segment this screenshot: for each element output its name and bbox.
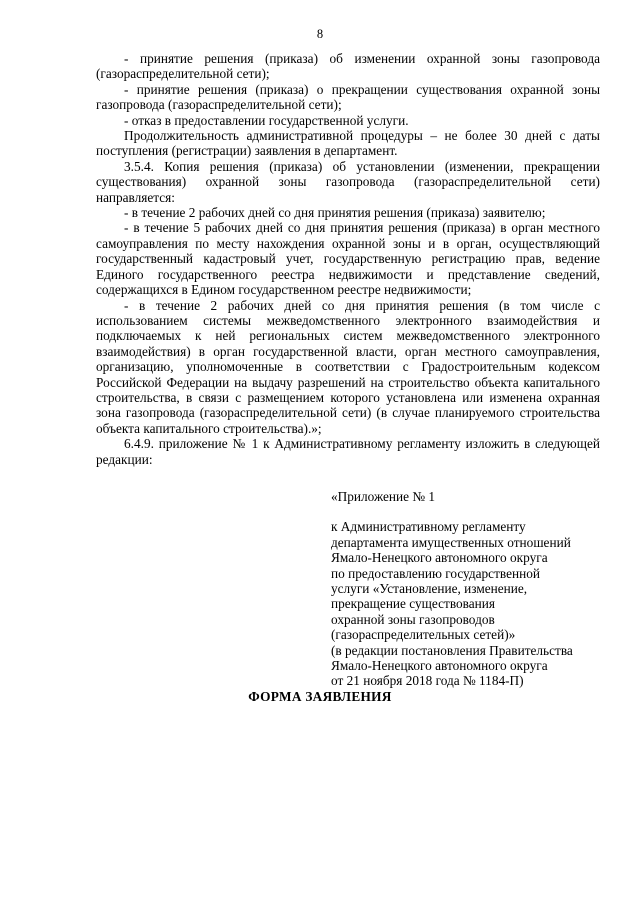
paragraph-to-applicant: - в течение 2 рабочих дней со дня принятия решения (приказа) заявителю; bbox=[124, 205, 546, 221]
appendix-line: к Административному регламенту bbox=[331, 519, 526, 535]
appendix-line: Ямало-Ненецкого автономного округа bbox=[331, 550, 548, 566]
appendix-line: департамента имущественных отношений bbox=[331, 534, 571, 550]
appendix-line: (в редакции постановления Правительства bbox=[331, 642, 573, 658]
paragraph-duration: Продолжительность административной процедуры – не более 30 дней с даты поступления (регистрации) заявления в департамент. bbox=[96, 128, 600, 159]
page-number: 8 bbox=[316, 27, 324, 41]
appendix-line: (газораспределительных сетей)» bbox=[331, 627, 516, 643]
paragraph-3-5-4: 3.5.4. Копия решения (приказа) об установлении (изменении, прекращении существования) охранной зоны газопровода (газораспределительной сети) направляется: bbox=[96, 158, 600, 205]
appendix-line: Ямало-Ненецкого автономного округа bbox=[331, 658, 548, 674]
paragraph-refusal: - отказ в предоставлении государственной услуги. bbox=[124, 112, 409, 128]
appendix-line: от 21 ноября 2018 года № 1184-П) bbox=[331, 673, 524, 689]
document-body bbox=[96, 51, 600, 467]
paragraph-to-state-authority: - в течение 2 рабочих дней со дня принятия решения (в том числе с использованием системы межведомственного электронного взаимодействия и подключаемых к ней региональных систем межведомственного электронного взаимодействия) в орган государственной власти, орган местного самоуправления, организацию, уполномоченные в соответствии с Градостроительным кодексом Российской Федерации на выдачу разрешений на строительство объекта капитального строительства, в связи с размещением которого установлена или изменена охранная зона газопровода (газораспределительной сети) (в случае планируемого строительства объекта капитального строительства).»; bbox=[96, 297, 600, 436]
paragraph-6-4-9: 6.4.9. приложение № 1 к Административному регламенту изложить в следующей редакции: bbox=[96, 436, 600, 467]
appendix-header bbox=[331, 489, 603, 689]
appendix-line: по предоставлению государственной bbox=[331, 565, 540, 581]
paragraph-change-decision: - принятие решения (приказа) об изменении охранной зоны газопровода (газораспределительной сети); bbox=[96, 51, 600, 82]
paragraph-to-local-authority: - в течение 5 рабочих дней со дня принятия решения (приказа) в орган местного самоуправления по месту нахождения охранной зоны и в орган, осуществляющий государственный кадастровый учет, государственную регистрацию прав, ведение Единого государственного реестра недвижимости и представление сведений, содержащихся в Едином государственном реестре недвижимости; bbox=[96, 220, 600, 298]
appendix-line: прекращение существования bbox=[331, 596, 496, 612]
appendix-line: услуги «Установление, изменение, bbox=[331, 581, 528, 597]
appendix-line: охранной зоны газопроводов bbox=[331, 611, 495, 627]
appendix-title: «Приложение № 1 bbox=[331, 489, 435, 504]
form-title: ФОРМА ЗАЯВЛЕНИЯ bbox=[248, 689, 392, 704]
paragraph-termination-decision: - принятие решения (приказа) о прекращении существования охранной зоны газопровода (газораспределительной сети); bbox=[96, 81, 600, 113]
